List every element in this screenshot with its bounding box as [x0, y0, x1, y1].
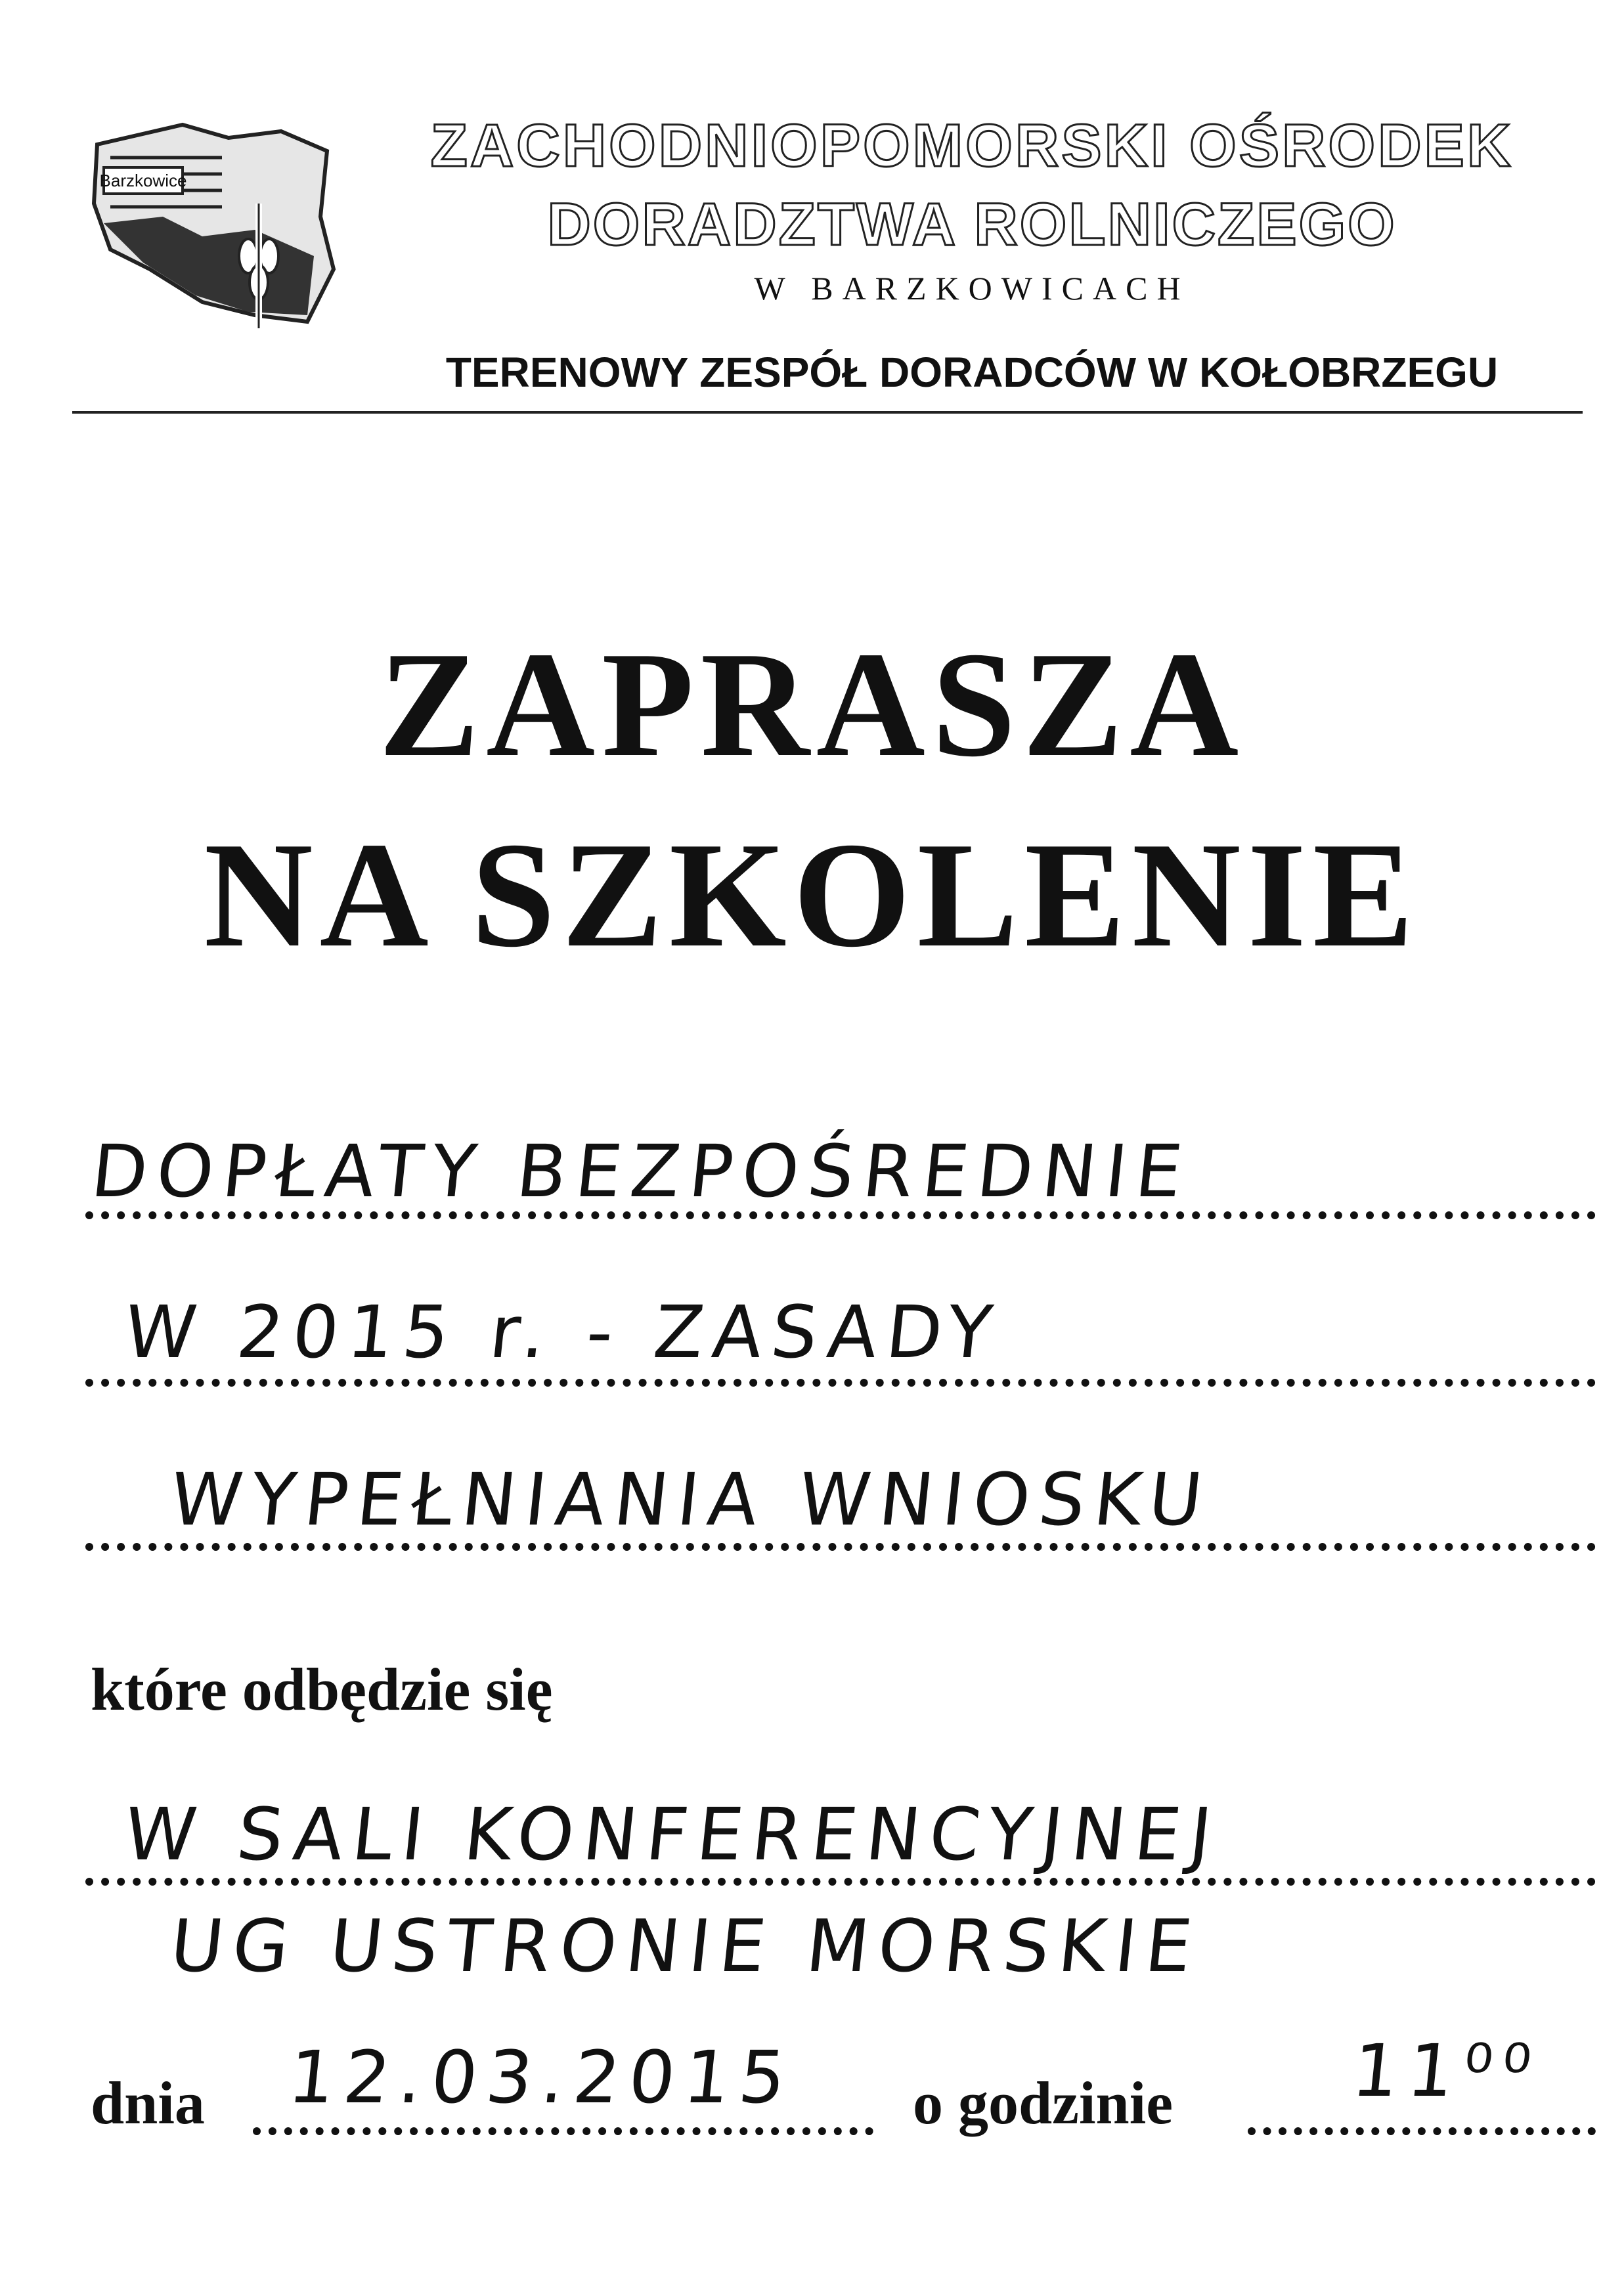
org-location: W BARZKOWICACH — [754, 270, 1190, 307]
dotted-line-3 — [85, 1543, 1596, 1551]
location-line2: UG USTRONIE MORSKIE — [166, 1904, 1206, 1988]
dotted-line-4 — [85, 1878, 1596, 1886]
time-label: o godzinie — [913, 2069, 1174, 2136]
institution-logo — [84, 105, 340, 341]
time-dotted-line — [1248, 2127, 1596, 2135]
org-name-line2: DORADZTWA ROLNICZEGO — [547, 191, 1397, 258]
dotted-line-2 — [85, 1379, 1596, 1387]
date-dotted-line — [253, 2127, 873, 2135]
topic-line2: W 2015 r. - ZASADY — [120, 1290, 1005, 1374]
date-value: 12.03.2015 — [284, 2035, 799, 2119]
date-label: dnia — [91, 2069, 205, 2136]
title-training: NA SZKOLENIE — [204, 811, 1420, 978]
time-value: 11⁰⁰ — [1348, 2029, 1544, 2113]
topic-line3: WYPEŁNIANIA WNIOSKU — [166, 1458, 1216, 1542]
location-label: które odbędzie się — [91, 1656, 553, 1723]
header-divider — [72, 411, 1583, 414]
org-name-line1: ZACHODNIOPOMORSKI OŚRODEK — [430, 112, 1514, 179]
topic-line1: DOPŁATY BEZPOŚREDNIE — [87, 1129, 1196, 1213]
dotted-line-1 — [85, 1211, 1596, 1219]
org-team-name: TERENOWY ZESPÓŁ DORADCÓW W KOŁOBRZEGU — [445, 349, 1499, 396]
logo-label: Barzkowice — [99, 171, 187, 190]
title-invite: ZAPRASZA — [378, 620, 1246, 788]
location-line1: W SALI KONFERENCYJNEJ — [120, 1792, 1225, 1876]
